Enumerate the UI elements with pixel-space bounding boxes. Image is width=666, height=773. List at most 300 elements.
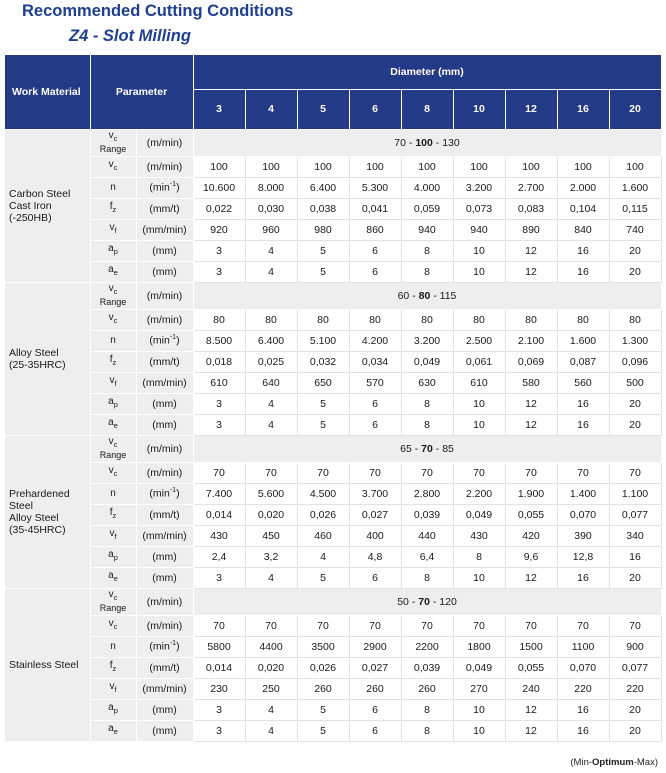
table-cell: 260 — [297, 678, 349, 699]
param-unit-cell: (mm/min) — [136, 525, 193, 546]
param-unit-cell: (mm) — [136, 720, 193, 741]
param-vc-symbol: $v_c$ — [108, 618, 118, 631]
param-symbol-cell — [90, 657, 136, 678]
table-cell: 960 — [245, 219, 297, 240]
table-cell: 4.500 — [297, 483, 349, 504]
param-unit-cell: (mm) — [136, 261, 193, 282]
table-cell: 4 — [245, 567, 297, 588]
table-cell: 8 — [401, 240, 453, 261]
table-cell: 70 — [245, 615, 297, 636]
table-cell: 1.900 — [505, 483, 557, 504]
table-cell: 2900 — [349, 636, 401, 657]
table-cell: 100 — [453, 156, 505, 177]
table-cell: 2.100 — [505, 330, 557, 351]
table-cell: 4,8 — [349, 546, 401, 567]
table-cell: 860 — [349, 219, 401, 240]
param-symbol-cell — [90, 198, 136, 219]
diameter-col: 10 — [453, 89, 505, 129]
param-unit-cell: (mm) — [136, 567, 193, 588]
diameter-col: 3 — [193, 89, 245, 129]
table-cell: 5 — [297, 261, 349, 282]
table-cell: 8 — [401, 699, 453, 720]
table-cell: 5.300 — [349, 177, 401, 198]
param-ap-symbol: $a_p$ — [108, 396, 118, 409]
page-subtitle: Z4 - Slot Milling — [69, 27, 191, 45]
table-row — [5, 177, 661, 198]
table-cell: 2.800 — [401, 483, 453, 504]
table-cell: 1.600 — [557, 330, 609, 351]
param-vf-symbol: $v_f$ — [109, 528, 117, 541]
table-cell: 560 — [557, 372, 609, 393]
table-row — [5, 219, 661, 240]
table-cell: 9,6 — [505, 546, 557, 567]
table-cell: 0,026 — [297, 657, 349, 678]
header-parameter: Parameter — [90, 55, 193, 129]
table-cell: 3 — [193, 414, 245, 435]
table-cell: 5 — [297, 567, 349, 588]
table-cell: 6 — [349, 720, 401, 741]
param-unit-cell: $(\min^{-1})$ — [136, 483, 193, 504]
table-cell: 10 — [453, 240, 505, 261]
table-cell: 16 — [557, 240, 609, 261]
cutting-conditions-table — [5, 55, 662, 742]
table-cell: 2.200 — [453, 483, 505, 504]
table-row — [5, 504, 661, 525]
table-cell: 0,055 — [505, 657, 557, 678]
table-cell: 6 — [349, 699, 401, 720]
legend-optimum-text: Optimum — [592, 757, 634, 768]
table-cell: 0,059 — [401, 198, 453, 219]
table-row — [5, 372, 661, 393]
table-cell: 0,039 — [401, 657, 453, 678]
table-cell: 12 — [505, 720, 557, 741]
table-cell: 0,087 — [557, 351, 609, 372]
table-cell: 4 — [245, 393, 297, 414]
table-cell: 70 — [557, 462, 609, 483]
table-cell: 0,014 — [193, 657, 245, 678]
param-symbol-cell — [90, 615, 136, 636]
table-cell: 0,055 — [505, 504, 557, 525]
table-cell: 0,077 — [609, 504, 661, 525]
table-cell: 570 — [349, 372, 401, 393]
param-symbol-cell — [90, 177, 136, 198]
table-cell: 610 — [453, 372, 505, 393]
table-cell: 0,014 — [193, 504, 245, 525]
param-symbol-cell — [90, 636, 136, 657]
table-cell: 0,115 — [609, 198, 661, 219]
table-row — [5, 567, 661, 588]
table-cell: 2.500 — [453, 330, 505, 351]
param-unit-cell: (mm/t) — [136, 351, 193, 372]
param-vf-symbol: $v_f$ — [109, 681, 117, 694]
table-cell: 0,049 — [453, 657, 505, 678]
table-row — [5, 678, 661, 699]
param-symbol-cell — [90, 219, 136, 240]
param-unit-cell: (m/min) — [136, 282, 193, 309]
param-range-label: Range — [99, 296, 127, 307]
param-unit-cell: (mm) — [136, 393, 193, 414]
table-cell: 8.000 — [245, 177, 297, 198]
table-cell: 10 — [453, 393, 505, 414]
param-unit-cell: (m/min) — [136, 156, 193, 177]
param-symbol-cell — [90, 678, 136, 699]
table-cell: 740 — [609, 219, 661, 240]
param-symbol-cell — [90, 156, 136, 177]
param-symbol-cell — [90, 567, 136, 588]
table-cell: 980 — [297, 219, 349, 240]
table-cell: 16 — [609, 546, 661, 567]
table-cell: 4 — [245, 240, 297, 261]
table-cell: 12,8 — [557, 546, 609, 567]
table-cell: 270 — [453, 678, 505, 699]
diameter-col: 5 — [297, 89, 349, 129]
table-cell: 16 — [557, 393, 609, 414]
table-cell: 20 — [609, 567, 661, 588]
table-cell: 240 — [505, 678, 557, 699]
table-cell: 5.100 — [297, 330, 349, 351]
work-material-name: Carbon Steel Cast Iron (-250HB) — [5, 129, 90, 282]
table-cell: 220 — [557, 678, 609, 699]
param-symbol-cell — [90, 129, 136, 156]
param-ap-symbol: $a_p$ — [108, 549, 118, 562]
page-title: Recommended Cutting Conditions — [22, 2, 294, 20]
table-row — [5, 636, 661, 657]
param-vc-symbol: $v_c$ — [108, 588, 118, 602]
diameter-col: 20 — [609, 89, 661, 129]
table-cell: 80 — [453, 309, 505, 330]
table-cell: 3 — [193, 699, 245, 720]
table-cell: 70 — [193, 462, 245, 483]
table-cell: 4 — [297, 546, 349, 567]
table-cell: 80 — [401, 309, 453, 330]
table-cell: 70 — [557, 615, 609, 636]
table-cell: 3 — [193, 720, 245, 741]
param-unit-cell: (mm/min) — [136, 372, 193, 393]
table-cell: 70 — [505, 615, 557, 636]
table-row — [5, 198, 661, 219]
table-cell: 1800 — [453, 636, 505, 657]
header-diameter: Diameter (mm) — [193, 55, 661, 89]
table-cell: 1.300 — [609, 330, 661, 351]
table-row — [5, 525, 661, 546]
table-cell: 20 — [609, 261, 661, 282]
table-cell: 3 — [193, 567, 245, 588]
param-vc-symbol: $v_c$ — [108, 465, 118, 478]
table-cell: 8.500 — [193, 330, 245, 351]
table-cell: 6.400 — [297, 177, 349, 198]
table-cell: 100 — [245, 156, 297, 177]
table-row — [5, 156, 661, 177]
param-ae-symbol: $a_e$ — [108, 570, 118, 583]
table-cell: 5800 — [193, 636, 245, 657]
table-cell: 12 — [505, 261, 557, 282]
table-cell: 6 — [349, 261, 401, 282]
diameter-col: 12 — [505, 89, 557, 129]
table-cell: 0,018 — [193, 351, 245, 372]
param-symbol-cell — [90, 309, 136, 330]
table-cell: 0,032 — [297, 351, 349, 372]
table-cell: 0,083 — [505, 198, 557, 219]
param-unit-cell: (mm) — [136, 414, 193, 435]
table-cell: 6 — [349, 567, 401, 588]
param-range-label: Range — [99, 143, 127, 154]
table-cell: 0,027 — [349, 504, 401, 525]
table-cell: 6 — [349, 393, 401, 414]
param-unit-cell: (m/min) — [136, 435, 193, 462]
table-cell: 940 — [453, 219, 505, 240]
table-row — [5, 309, 661, 330]
param-unit-cell: (mm) — [136, 546, 193, 567]
table-row — [5, 330, 661, 351]
table-cell: 1.600 — [609, 177, 661, 198]
param-symbol-cell — [90, 588, 136, 615]
param-ap-symbol: $a_p$ — [108, 243, 118, 256]
param-symbol-cell — [90, 261, 136, 282]
table-cell: 2200 — [401, 636, 453, 657]
table-row — [5, 261, 661, 282]
table-cell: 4.200 — [349, 330, 401, 351]
table-cell: 1100 — [557, 636, 609, 657]
table-cell: 260 — [349, 678, 401, 699]
table-cell: 100 — [401, 156, 453, 177]
header-work-material: Work Material — [5, 55, 90, 129]
table-cell: 430 — [453, 525, 505, 546]
param-symbol-cell — [90, 699, 136, 720]
table-cell: 16 — [557, 567, 609, 588]
table-cell: 70 — [297, 615, 349, 636]
param-symbol-cell — [90, 525, 136, 546]
table-cell: 0,020 — [245, 504, 297, 525]
table-cell: 0,025 — [245, 351, 297, 372]
param-unit-cell: (m/min) — [136, 588, 193, 615]
table-cell: 10 — [453, 720, 505, 741]
param-range-label: Range — [99, 449, 127, 460]
table-cell: 8 — [401, 393, 453, 414]
table-cell: 70 — [349, 462, 401, 483]
table-cell: 260 — [401, 678, 453, 699]
table-cell: 8 — [401, 261, 453, 282]
table-cell: 8 — [401, 414, 453, 435]
table-cell: 20 — [609, 720, 661, 741]
table-cell: 70 — [505, 462, 557, 483]
table-cell: 610 — [193, 372, 245, 393]
param-unit-cell: (mm/min) — [136, 678, 193, 699]
table-cell: 220 — [609, 678, 661, 699]
table-cell: 4400 — [245, 636, 297, 657]
table-cell: 80 — [349, 309, 401, 330]
table-cell: 6,4 — [401, 546, 453, 567]
table-cell: 2.000 — [557, 177, 609, 198]
table-cell: 12 — [505, 699, 557, 720]
param-vc-symbol: $v_c$ — [108, 435, 118, 449]
table-cell: 80 — [609, 309, 661, 330]
table-cell: 100 — [505, 156, 557, 177]
table-cell: 5.600 — [245, 483, 297, 504]
table-row — [5, 282, 661, 309]
table-cell: 5 — [297, 699, 349, 720]
table-cell: 0,049 — [453, 504, 505, 525]
table-cell: 580 — [505, 372, 557, 393]
table-cell: 430 — [193, 525, 245, 546]
param-symbol-cell — [90, 504, 136, 525]
diameter-col: 6 — [349, 89, 401, 129]
table-row — [5, 129, 661, 156]
table-cell: 10 — [453, 699, 505, 720]
table-cell: 70 — [609, 615, 661, 636]
param-vf-symbol: $v_f$ — [109, 375, 117, 388]
legend-note — [570, 757, 658, 768]
table-cell: 0,034 — [349, 351, 401, 372]
param-ae-symbol: $a_e$ — [108, 417, 118, 430]
table-cell: 8 — [453, 546, 505, 567]
table-cell: 20 — [609, 393, 661, 414]
work-material-name: Alloy Steel (25-35HRC) — [5, 282, 90, 435]
table-row — [5, 483, 661, 504]
table-cell: 20 — [609, 414, 661, 435]
table-cell: 100 — [349, 156, 401, 177]
table-cell: 630 — [401, 372, 453, 393]
table-cell: 100 — [609, 156, 661, 177]
table-cell: 340 — [609, 525, 661, 546]
table-row — [5, 720, 661, 741]
table-cell: 10 — [453, 261, 505, 282]
table-cell: 70 — [297, 462, 349, 483]
table-cell: 3.200 — [401, 330, 453, 351]
cutting-speed-range: 50 - 70 - 120 — [193, 588, 661, 615]
table-row — [5, 351, 661, 372]
table-cell: 2.700 — [505, 177, 557, 198]
table-body — [5, 129, 661, 741]
param-symbol-cell — [90, 240, 136, 261]
table-row — [5, 435, 661, 462]
table-cell: 16 — [557, 261, 609, 282]
table-row — [5, 462, 661, 483]
param-vc-symbol: $v_c$ — [108, 282, 118, 296]
table-cell: 3 — [193, 240, 245, 261]
param-vc-symbol: $v_c$ — [108, 159, 118, 172]
table-cell: 0,077 — [609, 657, 661, 678]
table-cell: 650 — [297, 372, 349, 393]
table-cell: 0,038 — [297, 198, 349, 219]
table-cell: 920 — [193, 219, 245, 240]
table-cell: 70 — [453, 462, 505, 483]
table-cell: 80 — [505, 309, 557, 330]
param-unit-cell: (m/min) — [136, 309, 193, 330]
table-cell: 80 — [245, 309, 297, 330]
table-cell: 5 — [297, 393, 349, 414]
param-symbol-cell — [90, 720, 136, 741]
table-cell: 12 — [505, 240, 557, 261]
table-cell: 3.200 — [453, 177, 505, 198]
table-cell: 16 — [557, 414, 609, 435]
table-row — [5, 414, 661, 435]
param-symbol-cell — [90, 393, 136, 414]
table-cell: 12 — [505, 567, 557, 588]
table-cell: 3500 — [297, 636, 349, 657]
table-row — [5, 240, 661, 261]
table-cell: 5 — [297, 720, 349, 741]
table-cell: 3.700 — [349, 483, 401, 504]
table-cell: 0,039 — [401, 504, 453, 525]
table-cell: 3 — [193, 393, 245, 414]
table-cell: 4 — [245, 414, 297, 435]
table-cell: 0,096 — [609, 351, 661, 372]
table-cell: 0,070 — [557, 504, 609, 525]
table-cell: 10 — [453, 567, 505, 588]
table-cell: 100 — [297, 156, 349, 177]
table-cell: 840 — [557, 219, 609, 240]
table-cell: 440 — [401, 525, 453, 546]
param-symbol-cell — [90, 351, 136, 372]
table-cell: 230 — [193, 678, 245, 699]
table-cell: 70 — [349, 615, 401, 636]
table-cell: 100 — [193, 156, 245, 177]
table-cell: 20 — [609, 240, 661, 261]
table-cell: 4 — [245, 720, 297, 741]
table-cell: 70 — [453, 615, 505, 636]
legend-max-text: -Max) — [633, 757, 658, 768]
param-unit-cell: (mm) — [136, 240, 193, 261]
param-unit-cell: (m/min) — [136, 615, 193, 636]
table-cell: 70 — [193, 615, 245, 636]
param-symbol-cell — [90, 483, 136, 504]
table-cell: 10.600 — [193, 177, 245, 198]
table-cell: 8 — [401, 720, 453, 741]
param-range-label: Range — [99, 602, 127, 613]
table-row — [5, 393, 661, 414]
table-cell: 900 — [609, 636, 661, 657]
table-cell: 20 — [609, 699, 661, 720]
table-cell: 0,061 — [453, 351, 505, 372]
param-unit-cell: (mm/t) — [136, 504, 193, 525]
table-cell: 8 — [401, 567, 453, 588]
table-cell: 100 — [557, 156, 609, 177]
param-unit-cell: (mm/t) — [136, 657, 193, 678]
table-cell: 1500 — [505, 636, 557, 657]
table-cell: 80 — [193, 309, 245, 330]
table-cell: 250 — [245, 678, 297, 699]
table-cell: 80 — [557, 309, 609, 330]
table-cell: 500 — [609, 372, 661, 393]
param-unit-cell: (mm/t) — [136, 198, 193, 219]
table-cell: 80 — [297, 309, 349, 330]
param-unit-cell: (mm) — [136, 699, 193, 720]
table-cell: 0,104 — [557, 198, 609, 219]
table-cell: 1.400 — [557, 483, 609, 504]
table-cell: 640 — [245, 372, 297, 393]
table-cell: 4.000 — [401, 177, 453, 198]
param-vc-symbol: $v_c$ — [108, 312, 118, 325]
table-cell: 0,049 — [401, 351, 453, 372]
table-cell: 3 — [193, 261, 245, 282]
table-cell: 450 — [245, 525, 297, 546]
table-cell: 0,070 — [557, 657, 609, 678]
param-symbol-cell — [90, 414, 136, 435]
table-row — [5, 699, 661, 720]
table-cell: 70 — [245, 462, 297, 483]
table-cell: 5 — [297, 414, 349, 435]
param-fz-symbol: $f_z$ — [109, 507, 117, 520]
param-unit-cell: $(\min^{-1})$ — [136, 636, 193, 657]
param-symbol-cell — [90, 282, 136, 309]
cutting-speed-range: 70 - 100 - 130 — [193, 129, 661, 156]
param-n-symbol: n — [110, 181, 116, 193]
table-cell: 12 — [505, 414, 557, 435]
param-symbol-cell — [90, 435, 136, 462]
param-ap-symbol: $a_p$ — [108, 702, 118, 715]
table-cell: 4 — [245, 699, 297, 720]
table-cell: 0,041 — [349, 198, 401, 219]
